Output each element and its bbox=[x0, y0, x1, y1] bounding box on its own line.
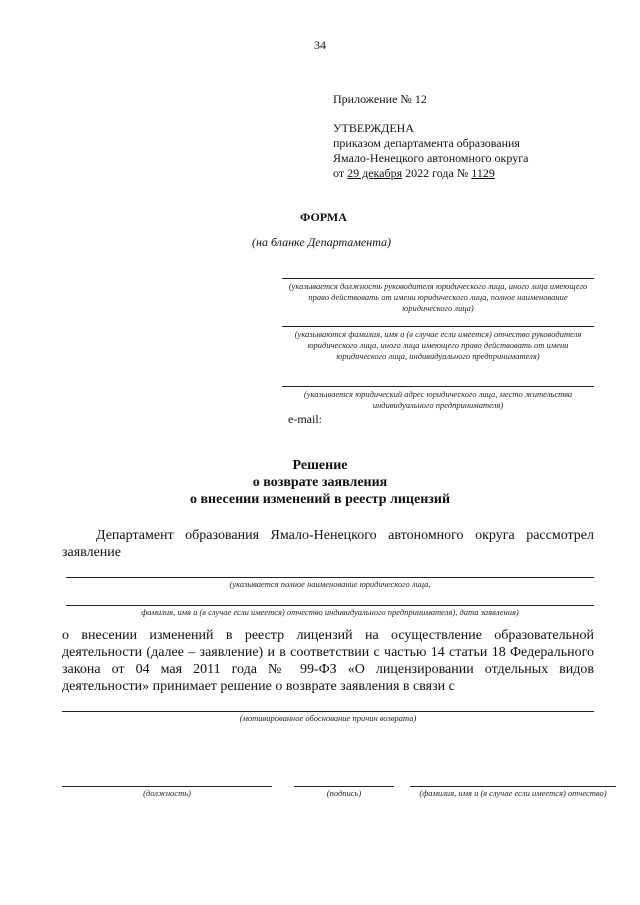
signature-line bbox=[294, 786, 394, 787]
paragraph-intro: Департамент образования Ямало-Ненецкого автономного округа рассмотрел заявление bbox=[62, 528, 594, 560]
date-value: 29 декабря bbox=[347, 166, 403, 180]
order-number: 1129 bbox=[471, 166, 495, 180]
form-label: ФОРМА bbox=[300, 210, 347, 224]
approval-line-2: Ямало-Ненецкого автономного округа bbox=[333, 151, 529, 165]
decision-title: Решение bbox=[292, 458, 348, 473]
paragraph-decision: о внесении изменений в реестр лицензий на осуществление образовательной деятельности (далее – заявление) и в соответствии с частью 14 статьи 18 Федерального закона от 04 мая 2011 года № 99-ФЗ «О лицензировании отдельных видов деятельности» принимает решение о возврате заявления в связи с bbox=[62, 628, 594, 694]
decision-subtitle-2: о внесении изменений в реестр лицензий bbox=[189, 492, 451, 507]
applicant-line-2 bbox=[66, 605, 594, 606]
appendix-label: Приложение № 12 bbox=[333, 92, 427, 106]
email-label: e-mail: bbox=[288, 412, 322, 426]
applicant-note-2: фамилия, имя и (в случае если имеется) отчество индивидуального предпринимателя), дата заявления) bbox=[141, 607, 519, 617]
date-prefix: от bbox=[333, 166, 348, 180]
approval-block bbox=[333, 92, 528, 181]
addressee-position-note: (указывается должность руководителя юридического лица, иного лица имеющего право действовать от имени юридического лица, полное наименование юридического лица) bbox=[288, 281, 588, 313]
decision-subtitle-1: о возврате заявления bbox=[252, 475, 388, 490]
approved-label: УТВЕРЖДЕНА bbox=[333, 121, 415, 135]
addressee-address-line bbox=[282, 386, 594, 387]
fullname-line bbox=[410, 786, 616, 787]
applicant-line-1 bbox=[66, 577, 594, 578]
addressee-name-note: (указываются фамилия, имя и (в случае если имеется) отчество руководителя юридического лица, иного лица имеющего право действовать от имени юридического лица, индивидуального предпринимателя) bbox=[294, 329, 582, 361]
addressee-name-line bbox=[282, 326, 594, 327]
page-number: 34 bbox=[314, 38, 326, 52]
blank-note: (на бланке Департамента) bbox=[252, 235, 392, 249]
approval-date-line bbox=[333, 166, 528, 181]
date-mid: 2022 года № bbox=[402, 166, 472, 180]
applicant-note-1: (указывается полное наименование юридического лица, bbox=[229, 579, 431, 589]
fullname-note: (фамилия, имя и (в случае если имеется) отчество) bbox=[419, 788, 607, 798]
approval-line-1: приказом департамента образования bbox=[333, 136, 520, 150]
addressee-address-note: (указывается юридический адрес юридического лица, место жительства индивидуального предпринимателя) bbox=[303, 389, 573, 410]
addressee-position-line bbox=[282, 278, 594, 279]
position-note: (должность) bbox=[143, 788, 191, 798]
reason-line bbox=[62, 711, 594, 712]
reason-note: (мотивированное обоснование причин возврата) bbox=[239, 713, 417, 723]
position-line bbox=[62, 786, 272, 787]
signature-note: (подпись) bbox=[326, 788, 362, 798]
